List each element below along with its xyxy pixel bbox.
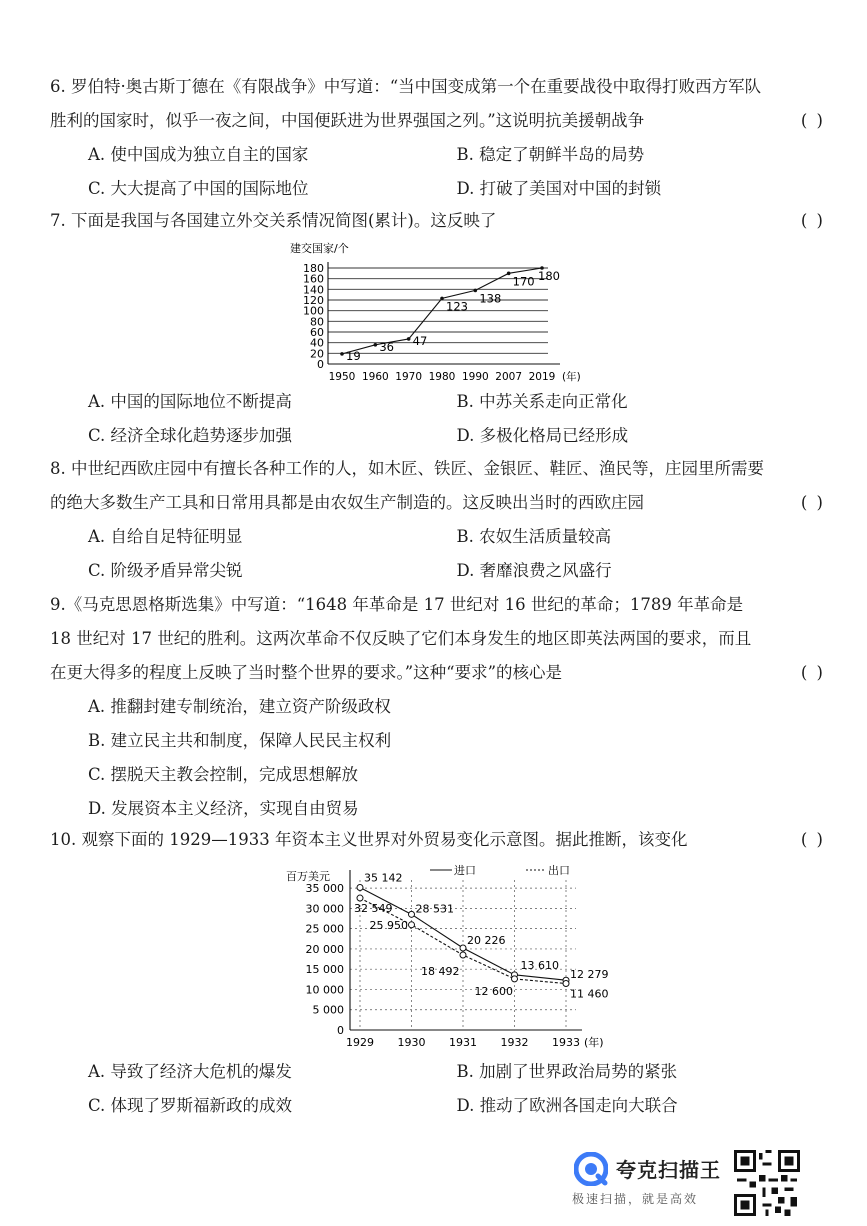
- data-label: 13 610: [520, 958, 559, 972]
- question-stem: 9.《马克思恩格斯选集》中写道：“1648 年革命是 17 世纪对 16 世纪的革命；1789 年革命是 18 世纪对 17 世纪的胜利。这两次革命不仅反映了它们本身发生的地区即英法两国的要求，而且在更大得多的程度上反映了当时整个世界的要求。”这种“要求”的核心是 ( ): [50, 588, 825, 690]
- data-label: 170: [512, 274, 535, 289]
- answer-blank: ( ): [800, 111, 825, 130]
- y-tick-label: 140: [303, 283, 324, 297]
- data-label: 18 492: [421, 965, 460, 979]
- answer-blank: ( ): [800, 493, 825, 512]
- option-b: B. 加剧了世界政治局势的紧张: [456, 1062, 678, 1081]
- data-point: [340, 352, 344, 356]
- option-c: C. 摆脱天主教会控制，完成思想解放: [88, 765, 359, 784]
- question-stem: 10. 观察下面的 1929—1933 年资本主义世界对外贸易变化示意图。据此推断，该变化 ( ): [50, 823, 825, 857]
- question-stem: 6. 罗伯特·奥古斯丁德在《有限战争》中写道：“当中国变成第一个在重要战役中取得打败西方军队胜利的国家时，似乎一夜之间，中国便跃进为世界强国之列。”这说明抗美援朝战争 ( ): [50, 70, 825, 138]
- x-tick-label: 1932: [500, 1036, 529, 1049]
- data-label: 36: [379, 339, 394, 354]
- question-6: [50, 70, 825, 206]
- y-tick-label: 30 000: [305, 902, 344, 916]
- option-b: B. 稳定了朝鲜半岛的局势: [456, 145, 645, 164]
- y-tick-label: 160: [303, 272, 324, 286]
- question-10-options: [50, 1055, 825, 1123]
- y-tick-label: 120: [303, 294, 324, 307]
- y-tick-label: 0: [317, 358, 324, 371]
- answer-blank: ( ): [800, 211, 825, 230]
- qr-code-icon: [734, 1150, 800, 1216]
- data-point: [474, 289, 478, 293]
- option-d: D. 打破了美国对中国的封锁: [456, 179, 662, 198]
- data-label: 12 600: [474, 984, 513, 998]
- x-tick-label: 1933: [552, 1036, 580, 1049]
- brand-slogan: 极速扫描，就是高效: [572, 1192, 699, 1206]
- x-tick-label: 1929: [346, 1036, 374, 1049]
- y-tick-label: 60: [310, 326, 324, 339]
- data-label: 28 531: [415, 902, 454, 916]
- option-c: C. 阶级矛盾异常尖锐: [88, 561, 243, 580]
- y-tick-label: 15 000: [305, 963, 344, 977]
- data-point: [563, 981, 569, 987]
- data-point: [409, 911, 415, 917]
- x-axis-label: (年): [562, 371, 581, 383]
- data-point: [374, 343, 378, 347]
- diplomatic-relations-chart: [280, 238, 600, 388]
- data-point: [407, 337, 411, 341]
- y-tick-label: 5 000: [312, 1003, 344, 1017]
- scanner-branding: [570, 1148, 810, 1218]
- question-stem: 7. 下面是我国与各国建立外交关系情况简图(累计)。这反映了 ( ): [50, 204, 825, 238]
- option-b: B. 农奴生活质量较高: [456, 527, 612, 546]
- data-point: [357, 885, 363, 891]
- quark-logo-icon: [574, 1152, 608, 1186]
- y-axis-label: 建交国家/个: [290, 242, 349, 255]
- x-tick-label: 2019: [528, 371, 556, 383]
- data-label: 20 226: [467, 934, 506, 948]
- option-a: A. 导致了经济大危机的爆发: [88, 1062, 292, 1081]
- x-tick-label: 1970: [395, 371, 423, 383]
- option-c: C. 经济全球化趋势逐步加强: [88, 426, 293, 445]
- data-point: [512, 976, 518, 982]
- brand-name: 夸克扫描王: [616, 1158, 721, 1182]
- legend-label: 进口: [454, 864, 476, 877]
- y-tick-label: 80: [310, 315, 324, 329]
- y-tick-label: 180: [303, 262, 324, 275]
- option-a: A. 推翻封建专制统治，建立资产阶级政权: [88, 697, 391, 716]
- data-point: [460, 952, 466, 958]
- y-tick-label: 20 000: [305, 942, 344, 956]
- y-tick-label: 20: [310, 347, 324, 361]
- y-tick-label: 35 000: [305, 882, 344, 896]
- option-d: D. 多极化格局已经形成: [456, 426, 629, 445]
- option-a: A. 使中国成为独立自主的国家: [88, 145, 309, 164]
- option-b: B. 建立民主共和制度，保障人民民主权利: [88, 731, 392, 750]
- option-a: A. 自给自足特征明显: [88, 527, 243, 546]
- data-label: 180: [538, 269, 560, 283]
- data-point: [440, 297, 444, 301]
- option-a: A. 中国的国际地位不断提高: [88, 392, 292, 411]
- y-tick-label: 40: [310, 336, 324, 350]
- y-tick-label: 100: [303, 304, 324, 318]
- data-label: 32 549: [354, 902, 393, 916]
- data-label: 138: [479, 291, 502, 306]
- data-label: 47: [412, 333, 428, 348]
- x-tick-label: 1930: [397, 1036, 426, 1049]
- question-7-options: [50, 385, 825, 453]
- question-9: [50, 588, 825, 826]
- option-d: D. 发展资本主义经济，实现自由贸易: [88, 799, 359, 818]
- option-c: C. 体现了罗斯福新政的成效: [88, 1096, 293, 1115]
- option-d: D. 推动了欧洲各国走向大联合: [456, 1096, 678, 1115]
- y-tick-label: 25 000: [305, 922, 344, 936]
- x-tick-label: 1931: [449, 1036, 477, 1049]
- x-tick-label: 1950: [328, 371, 356, 383]
- data-point: [357, 895, 363, 901]
- y-tick-label: 0: [337, 1024, 344, 1037]
- legend-label: 出口: [548, 864, 570, 877]
- y-tick-label: 10 000: [305, 983, 344, 997]
- data-label: 19: [346, 348, 361, 363]
- data-label: 25 950: [369, 918, 408, 932]
- question-7: [50, 204, 825, 238]
- data-label: 12 279: [570, 968, 609, 982]
- data-label: 11 460: [570, 987, 609, 1001]
- x-tick-label: 1960: [361, 371, 389, 383]
- answer-blank: ( ): [800, 830, 825, 849]
- data-label: 123: [446, 299, 468, 314]
- data-label: 35 142: [364, 871, 403, 885]
- option-d: D. 奢靡浪费之风盛行: [456, 561, 612, 580]
- question-stem: 8. 中世纪西欧庄园中有擅长各种工作的人，如木匠、铁匠、金银匠、鞋匠、渔民等，庄园里所需要的绝大多数生产工具和日常用具都是由农奴生产制造的。这反映出当时的西欧庄园 ( ): [50, 452, 825, 520]
- question-8: [50, 452, 825, 588]
- question-10: [50, 823, 825, 857]
- x-axis-label: (年): [584, 1036, 604, 1049]
- answer-blank: ( ): [800, 663, 825, 682]
- y-axis-label: 百万美元: [286, 870, 330, 883]
- data-point: [409, 922, 415, 928]
- foreign-trade-chart: [280, 858, 610, 1058]
- data-point: [460, 945, 466, 951]
- option-b: B. 中苏关系走向正常化: [456, 392, 628, 411]
- x-tick-label: 1990: [461, 371, 489, 383]
- x-tick-label: 2007: [495, 371, 523, 383]
- option-c: C. 大大提高了中国的国际地位: [88, 179, 309, 198]
- x-tick-label: 1980: [428, 371, 456, 383]
- data-point: [507, 272, 511, 276]
